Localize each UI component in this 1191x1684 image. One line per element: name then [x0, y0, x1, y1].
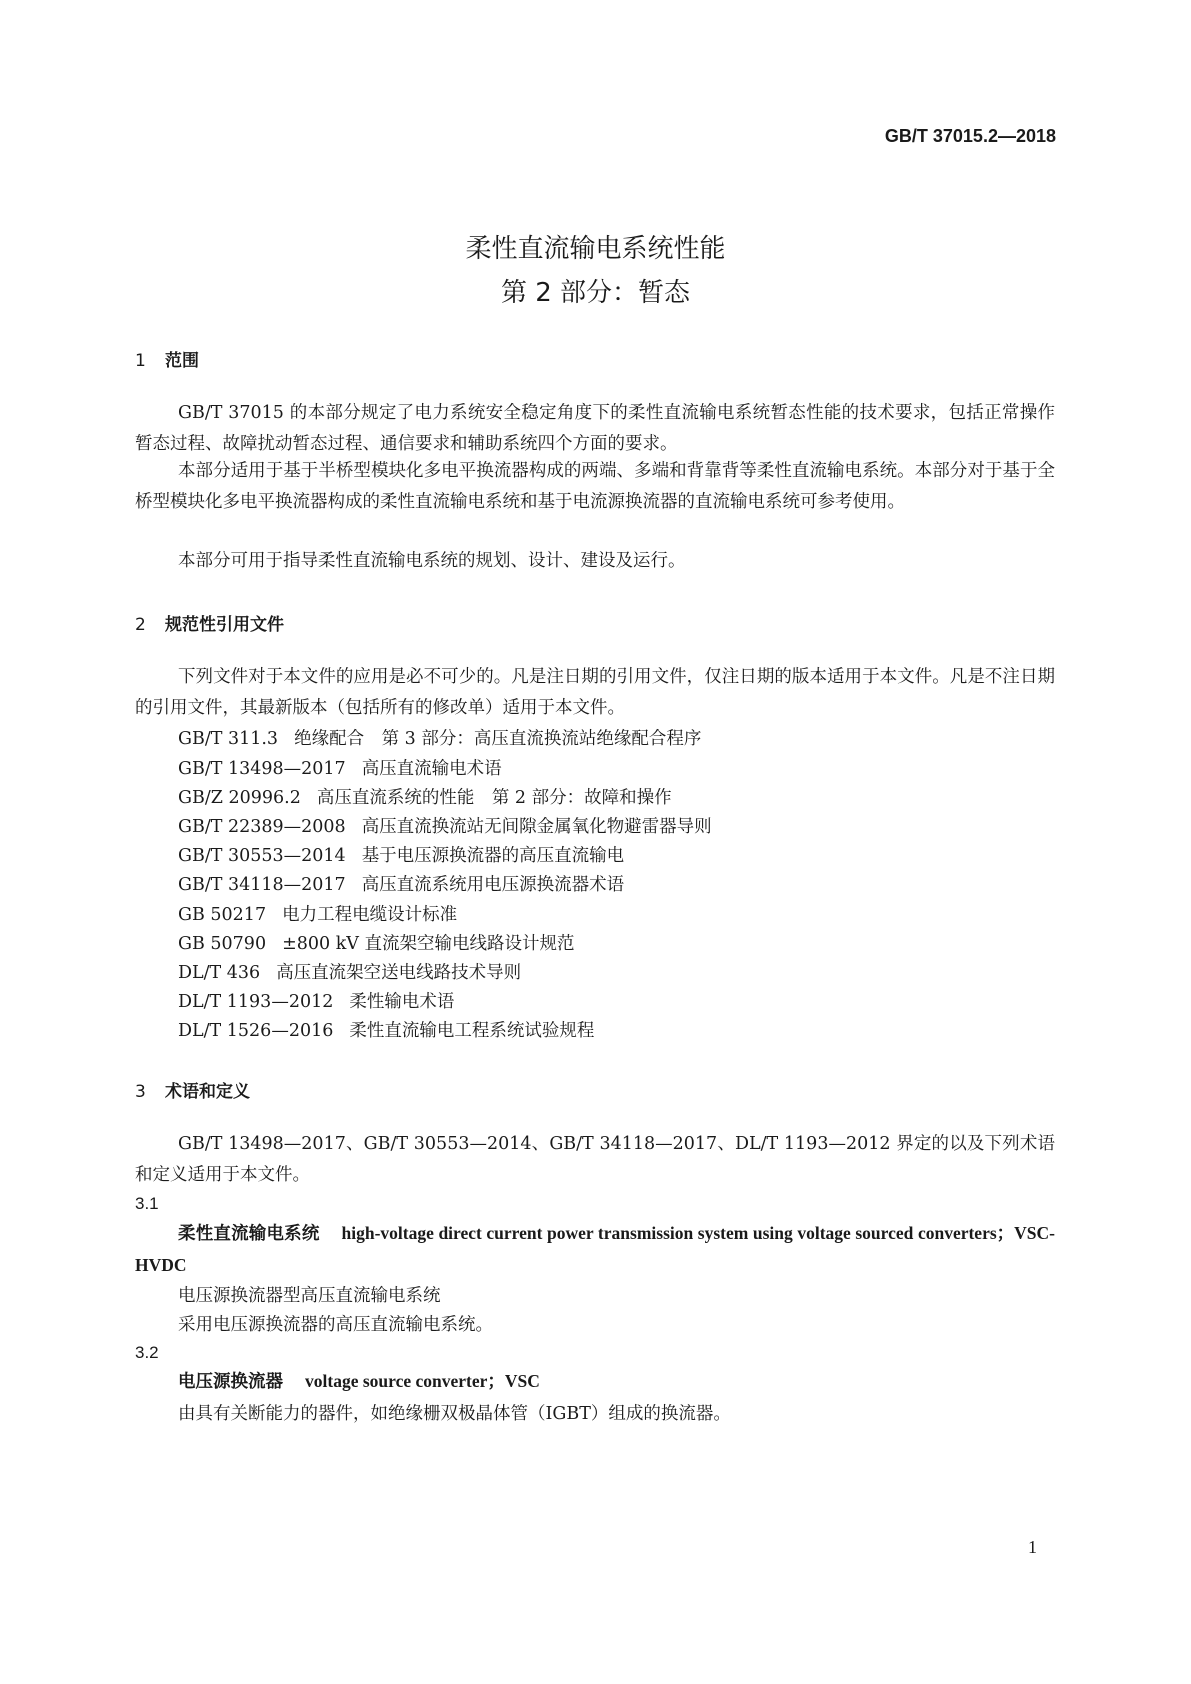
reference-code: DL/T 1526—2016	[178, 1021, 334, 1041]
reference-title: 高压直流输电术语	[361, 759, 502, 779]
reference-item	[178, 930, 575, 955]
term-definition: 采用电压源换流器的高压直流输电系统。	[178, 1315, 493, 1335]
reference-title: 绝缘配合 第 3 部分：高压直流换流站绝缘配合程序	[294, 729, 702, 749]
reference-item	[178, 988, 454, 1013]
reference-item	[178, 959, 521, 984]
reference-item	[178, 725, 701, 750]
section-number: 2	[135, 615, 146, 635]
term-english: high-voltage direct current power transmission system using voltage sourced converters；VSC-HVDC	[135, 1223, 1055, 1275]
reference-code: DL/T 436	[178, 963, 261, 983]
term-number: 3.2	[135, 1343, 159, 1362]
term-chinese: 电压源换流器	[178, 1372, 283, 1392]
page-number: 1	[1028, 1537, 1037, 1557]
section-number: 1	[135, 351, 146, 371]
reference-item	[178, 755, 502, 780]
reference-title: 高压直流系统用电压源换流器术语	[361, 875, 625, 895]
term-chinese: 柔性直流输电系统	[178, 1224, 320, 1244]
section-title: 规范性引用文件	[165, 615, 284, 635]
reference-code: GB/T 30553—2014	[178, 846, 346, 866]
reference-title: 柔性直流输电工程系统试验规程	[349, 1021, 595, 1041]
reference-item	[178, 813, 712, 838]
reference-code: GB 50790	[178, 934, 267, 954]
reference-code: GB/T 22389—2008	[178, 817, 346, 837]
section-title: 术语和定义	[165, 1082, 250, 1102]
references-intro: 下列文件对于本文件的应用是必不可少的。凡是注日期的引用文件，仅注日期的版本适用于本文件。凡是不注日期的引用文件，其最新版本（包括所有的修改单）适用于本文件。	[135, 667, 1055, 718]
reference-title: 高压直流系统的性能 第 2 部分：故障和操作	[316, 788, 672, 808]
doc-subtitle: 第 2 部分：暂态	[500, 278, 691, 308]
doc-title: 柔性直流输电系统性能	[465, 234, 726, 264]
standard-number: GB/T 37015.2—2018	[884, 126, 1056, 146]
reference-title: 高压直流架空送电线路技术导则	[276, 963, 522, 983]
reference-item	[178, 901, 457, 926]
term-entry	[135, 1366, 1055, 1398]
reference-item	[178, 842, 624, 867]
reference-title: 电力工程电缆设计标准	[282, 905, 458, 925]
reference-item	[178, 871, 624, 896]
section-1-heading	[135, 346, 199, 371]
reference-item	[178, 1017, 594, 1042]
reference-code: GB 50217	[178, 905, 267, 925]
reference-title: ±800 kV 直流架空输电线路设计规范	[282, 934, 575, 954]
reference-title: 基于电压源换流器的高压直流输电	[361, 846, 625, 866]
section-3-heading	[135, 1077, 250, 1102]
term-entry	[135, 1218, 1055, 1282]
scope-paragraph-2: 本部分适用于基于半桥型模块化多电平换流器构成的两端、多端和背靠背等柔性直流输电系统。本部分对于基于全桥型模块化多电平换流器构成的柔性直流输电系统和基于电流源换流器的直流输电系统可参考使用。	[135, 461, 1055, 512]
reference-code: DL/T 1193—2012	[178, 992, 334, 1012]
section-2-heading	[135, 610, 284, 635]
term-english: voltage source converter；VSC	[305, 1371, 540, 1391]
reference-code: GB/T 311.3	[178, 729, 279, 749]
reference-code: GB/T 34118—2017	[178, 875, 346, 895]
term-definition: 由具有关断能力的器件，如绝缘栅双极晶体管（IGBT）组成的换流器。	[178, 1404, 731, 1424]
terms-intro: GB/T 13498—2017、GB/T 30553—2014、GB/T 34118—2017、DL/T 1193—2012 界定的以及下列术语和定义适用于本文件。	[135, 1134, 1055, 1185]
term-number: 3.1	[135, 1194, 159, 1213]
section-number: 3	[135, 1082, 146, 1102]
scope-paragraph-3: 本部分可用于指导柔性直流输电系统的规划、设计、建设及运行。	[178, 551, 686, 571]
reference-code: GB/T 13498—2017	[178, 759, 346, 779]
reference-title: 高压直流换流站无间隙金属氧化物避雷器导则	[361, 817, 712, 837]
scope-paragraph-1: GB/T 37015 的本部分规定了电力系统安全稳定角度下的柔性直流输电系统暂态性能的技术要求，包括正常操作暂态过程、故障扰动暂态过程、通信要求和辅助系统四个方面的要求。	[135, 403, 1055, 454]
reference-title: 柔性输电术语	[349, 992, 455, 1012]
reference-code: GB/Z 20996.2	[178, 788, 301, 808]
term-alternative: 电压源换流器型高压直流输电系统	[178, 1286, 441, 1306]
section-title: 范围	[165, 351, 199, 371]
reference-item	[178, 784, 672, 809]
